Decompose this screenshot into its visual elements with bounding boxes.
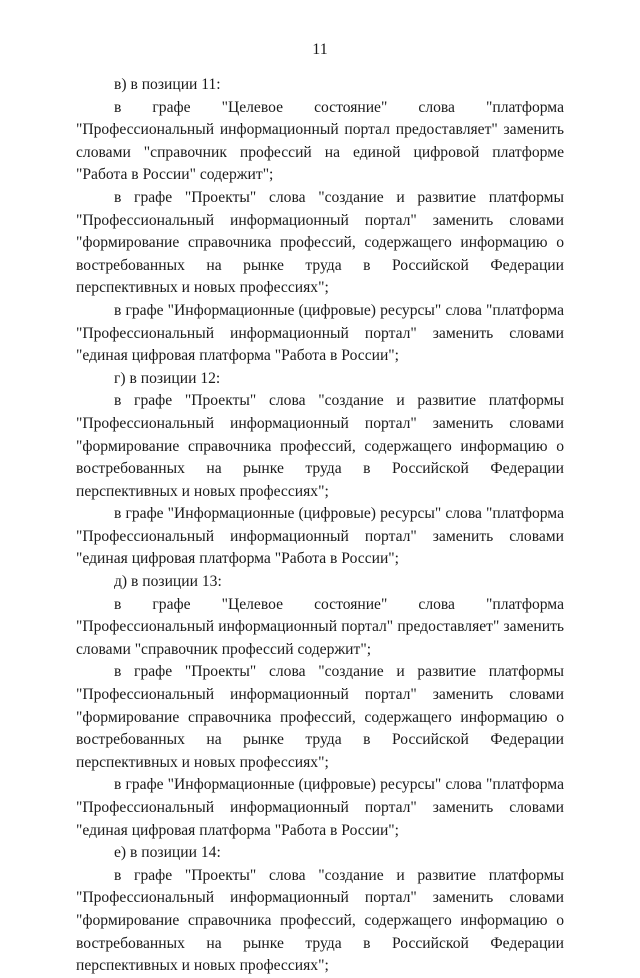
document-body: [76, 74, 564, 978]
item-g-heading: г) в позиции 12:: [114, 369, 221, 387]
item-d-resources: в графе "Информационные (цифровые) ресурсы" слова "платформа "Профессиональный информационный портал" заменить словами "единая цифровая платформа "Работа в России";: [76, 776, 564, 839]
item-d-target-state: в графе "Целевое состояние" слова "платформа "Профессиональный информационный портал" предоставляет" заменить словами "справочник профессий содержит";: [76, 595, 564, 658]
item-v-resources: в графе "Информационные (цифровые) ресурсы" слова "платформа "Профессиональный информационный портал" заменить словами "единая цифровая платформа "Работа в России";: [76, 301, 564, 365]
item-v-heading: в) в позиции 11:: [114, 76, 221, 93]
page-number: 11: [312, 41, 328, 58]
item-g-resources: в графе "Информационные (цифровые) ресурсы" слова "платформа "Профессиональный информационный портал" заменить словами "единая цифровая платформа "Работа в России";: [76, 505, 564, 568]
item-d-projects: в графе "Проекты" слова "создание и развитие платформы "Профессиональный информационный портал" заменить словами "формирование справочника профессий, содержащего информацию о востребованных на рынке труда в Российской Федерации перспективных и новых профессиях";: [76, 663, 564, 771]
item-e-projects: в графе "Проекты" слова "создание и развитие платформы "Профессиональный информационный портал" заменить словами "формирование справочника профессий, содержащего информацию о востребованных на рынке труда в Российской Федерации перспективных и новых профессиях";: [76, 866, 564, 975]
item-e-heading: е) в позиции 14:: [114, 844, 221, 862]
item-g-projects: в графе "Проекты" слова "создание и развитие платформы "Профессиональный информационный портал" заменить словами "формирование справочника профессий, содержащего информацию о востребованных на рынке труда в Российской Федерации перспективных и новых профессиях";: [76, 392, 564, 500]
item-v-projects: в графе "Проекты" слова "создание и развитие платформы "Профессиональный информационный портал" заменить словами "формирование справочника профессий, содержащего информацию о востребованных на рынке труда в Российской Федерации перспективных и новых профессиях";: [76, 188, 564, 297]
item-d-heading: д) в позиции 13:: [114, 573, 222, 591]
item-v-target-state: в графе "Целевое состояние" слова "платформа "Профессиональный информационный портал предоставляет" заменить словами "справочник профессий на единой цифровой платформе "Работа в России" содержит";: [76, 98, 564, 184]
